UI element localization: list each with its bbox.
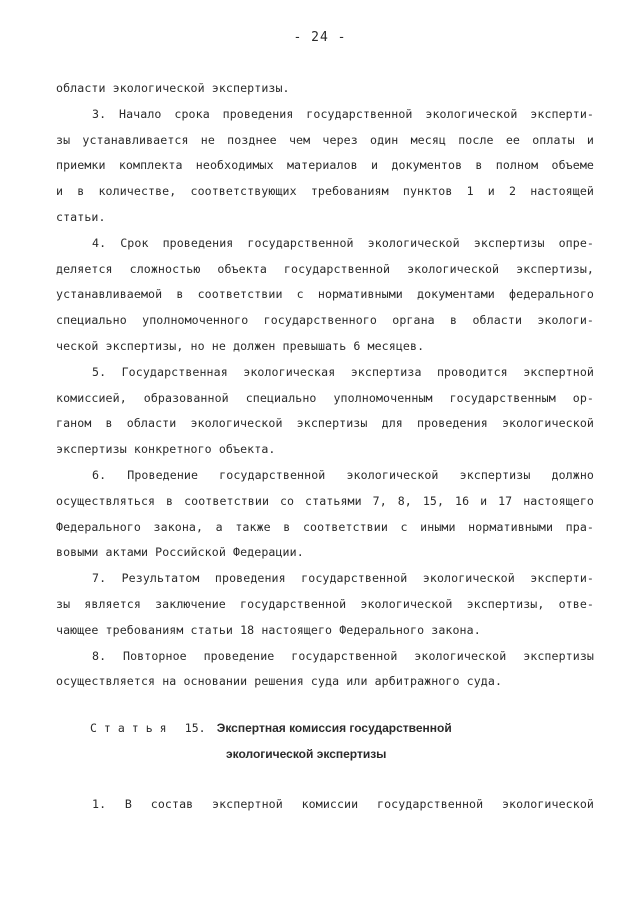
paragraph-3-line: статьи. — [56, 209, 106, 224]
text-line: области экологической экспертизы. — [56, 81, 290, 95]
paragraph-8-line: осуществляется на основании решения суда или арбитражного суда. — [56, 674, 503, 689]
article-title: Экспертная комиссия государственной — [216, 721, 452, 735]
page-number: - 24 - — [293, 30, 347, 45]
paragraph-5-line: комиссией, образованной специально уполномоченным государственным ор- — [56, 390, 594, 405]
paragraph-3-line: зы устанавливается не позднее чем через один месяц после ее оплаты и — [56, 132, 594, 147]
paragraph-7-line: чающее требованиям статьи 18 настоящего Федерального закона. — [56, 622, 481, 637]
paragraph-6-line: 6. Проведение государственной экологической экспертизы должно — [92, 467, 594, 482]
body-text — [56, 76, 594, 695]
article-heading — [90, 715, 610, 767]
paragraph-4-line: устанавливаемой в соответствии с нормативными документами федерального — [56, 287, 594, 302]
article-15-first-line-block — [56, 792, 594, 818]
paragraph-6-line: осуществляться в соответствии со статьями 7, 8, 15, 16 и 17 настоящего — [56, 493, 594, 508]
paragraph-8-line: 8. Повторное проведение государственной экологической экспертизы — [92, 648, 594, 663]
article-heading-row-1 — [90, 715, 610, 741]
paragraph-5-line: экспертизы конкретного объекта. — [56, 442, 276, 457]
paragraph-4-line: деляется сложностью объекта государственной экологической экспертизы, — [56, 261, 594, 276]
paragraph-4-line: специально уполномоченного государственного органа в области экологи- — [56, 313, 594, 328]
article-number: 15. — [184, 721, 206, 735]
paragraph-5-line: ганом в области экологической экспертизы для проведения экологической — [56, 416, 594, 431]
paragraph-3-line: приемки комплекта необходимых материалов и документов в полном объеме — [56, 158, 594, 173]
article-title-continuation: экологической экспертизы — [226, 747, 387, 761]
article-heading-row-2 — [90, 741, 610, 767]
paragraph-4-line: 4. Срок проведения государственной экологической экспертизы опре- — [92, 235, 594, 250]
paragraph-3-line: 3. Начало срока проведения государственной экологической эксперти- — [92, 106, 594, 121]
paragraph-6-line: Федерального закона, а также в соответствии с иными нормативными пра- — [56, 519, 594, 534]
paragraph-7-line: 7. Результатом проведения государственной экологической эксперти- — [92, 571, 594, 586]
article-15-paragraph-1-line: 1. В состав экспертной комиссии государственной экологической — [92, 797, 594, 811]
paragraph-5-line: 5. Государственная экологическая экспертиза проводится экспертной — [92, 364, 594, 379]
paragraph-6-line: вовыми актами Российской Федерации. — [56, 545, 304, 560]
paragraph-4-line: ческой экспертизы, но не должен превышать 6 месяцев. — [56, 338, 425, 353]
paragraph-3-line: и в количестве, соответствующих требованиям пунктов 1 и 2 настоящей — [56, 184, 594, 199]
article-label: Статья — [90, 721, 174, 735]
paragraph-7-line: зы является заключение государственной экологической экспертизы, отве- — [56, 596, 594, 611]
